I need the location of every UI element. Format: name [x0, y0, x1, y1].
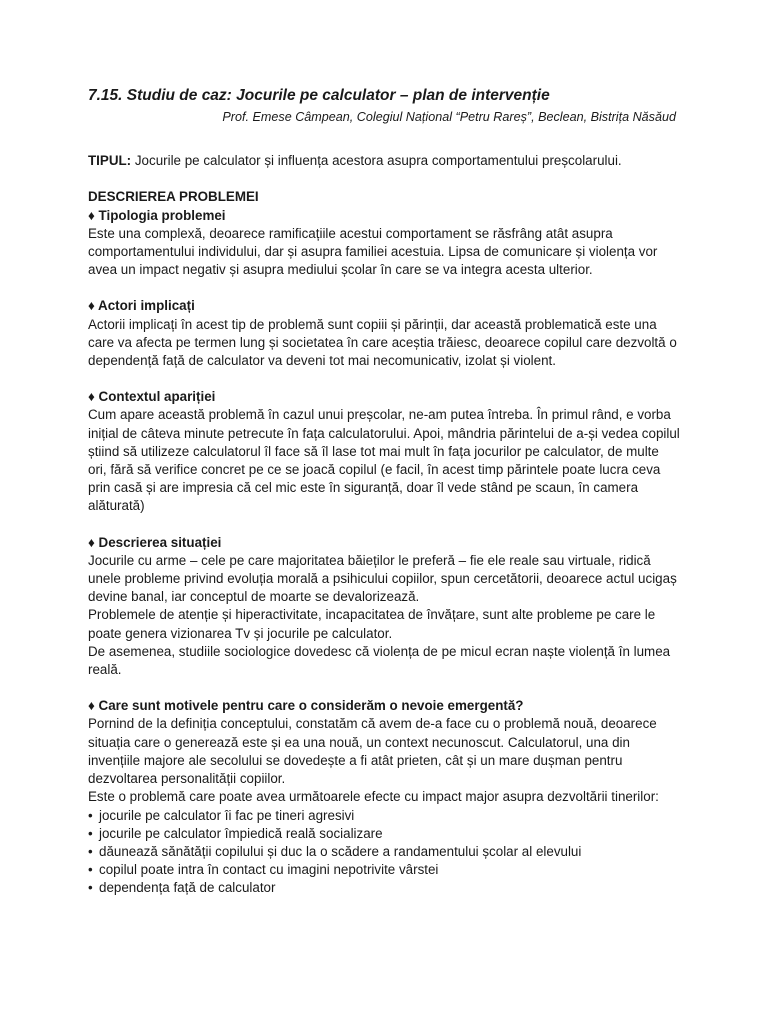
tipul-line [88, 152, 680, 170]
subheading-descrierea-situatiei: ♦ Descrierea situației [88, 534, 222, 550]
paragraph: Problemele de atenție și hiperactivitate, incapacitatea de învățare, sunt alte probleme pe care le poate genera vizionarea Tv și jocurile pe calculator. [88, 607, 656, 641]
document-title: 7.15. Studiu de caz: Jocurile pe calculator – plan de intervenție [88, 87, 550, 104]
subheading-tipologia: ♦ Tipologia problemei [88, 207, 226, 223]
paragraph: Actorii implicați în acest tip de problemă sunt copiii și părinții, dar această problematică este una care va afecta pe termen lung și societatea în care aceștia trăiesc, deoarece copilul care dezvoltă o dependență față de calculator va deveni tot mai necomunicativ, izolat și violent. [88, 316, 677, 369]
subheading-actori: ♦ Actori implicați [88, 298, 195, 314]
list-item: • dăunează sănătății copilului și duc la o scădere a randamentului școlar al elevului [88, 843, 680, 861]
paragraph: De asemenea, studiile sociologice dovedesc că violența de pe micul ecran naște violență în lumea reală. [88, 643, 671, 678]
list-item: • dependența față de calculator [88, 879, 680, 897]
subheading-contextul: ♦ Contextul apariției [88, 389, 216, 405]
tipul-text: Jocurile pe calculator și influența acestora asupra comportamentului preșcolarului. [131, 153, 622, 169]
tipul-label: TIPUL: [88, 153, 132, 169]
effects-list [88, 807, 680, 898]
list-item: • jocurile pe calculator îi fac pe tineri agresivi [88, 807, 680, 825]
paragraph: Cum apare această problemă în cazul unui preșcolar, ne-am putea întreba. În primul rând, e vorba inițial de câteva minute petrecute în fața calculatorului. Apoi, mândria părintelui de a-și vedea copilul știind să utilizeze calculatorul îl face să îl lase tot mai mult în fața jocurilor pe calculator, de multe ori, fără să verifice concret pe ce se joacă copilul (e facil, în acest timp părintele poate lucra ceva prin casă și are impresia că cel mic este în siguranță, doar îl vede stând pe scaun, în camera alăturată) [88, 407, 680, 514]
list-item: • copilul poate intra în contact cu imagini nepotrivite vârstei [88, 861, 680, 879]
paragraph: Este o problemă care poate avea următoarele efecte cu impact major asupra dezvoltării tinerilor: [88, 789, 659, 805]
document-author: Prof. Emese Câmpean, Colegiul Național “Petru Rareș”, Beclean, Bistrița Năsăud [222, 110, 676, 124]
subheading-motivele: ♦ Care sunt motivele pentru care o considerăm o nevoie emergentă? [88, 698, 524, 714]
paragraph: Este una complexă, deoarece ramificațiile acestui comportament se răsfrâng atât asupra comportamentului individului, dar și asupra familiei acestuia. Lipsa de comunicare și violența vor avea un impact negativ și asupra mediului școlar în care se va integra acesta ulterior. [88, 225, 658, 278]
list-item: • jocurile pe calculator împiedică reală socializare [88, 825, 680, 843]
paragraph: Jocurile cu arme – cele pe care majoritatea băieților le preferă – fie ele reale sau virtuale, ridică unele probleme privind evoluția morală a psihicului copiilor, spun cercetătorii, deoarece actul ucigaș devine banal, iar conceptul de moarte se devalorizează. [88, 552, 677, 605]
paragraph: Pornind de la definiția conceptului, constatăm că avem de-a face cu o problemă nouă, deoarece situația care o generează este și ea una nouă, un context necunoscut. Calculatorul, una din invențiile majore ale secolului se dovedește a fi atât prieten, cât și un mare dușman pentru dezvoltarea personalității copiilor. [88, 716, 657, 787]
section-heading-descrierea: DESCRIEREA PROBLEMEI [88, 189, 259, 205]
